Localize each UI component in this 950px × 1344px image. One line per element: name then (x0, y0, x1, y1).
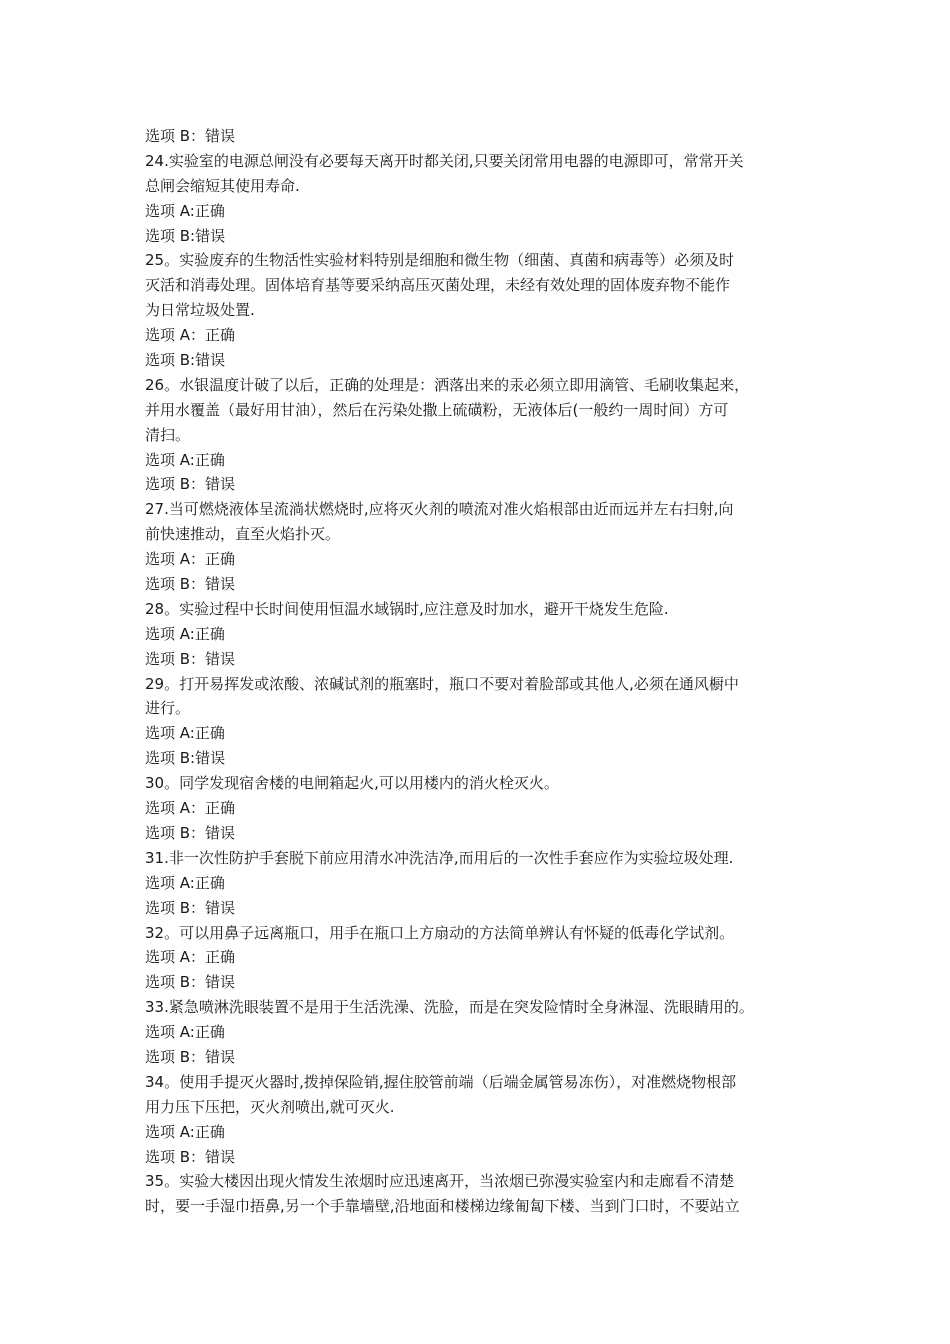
question-text-line: 总闸会缩短其使用寿命. (145, 176, 300, 195)
question-item (145, 672, 815, 772)
option-a-line: 选项 A:正确 (145, 1122, 225, 1141)
question-text-line: 26。水银温度计破了以后，正确的处理是：洒落出来的汞必须立即用滴管、毛刷收集起来， (145, 375, 750, 394)
option-a-line: 选项 A:正确 (145, 724, 225, 743)
option-a-line: 选项 A:正确 (145, 201, 225, 220)
question-text-line: 清扫。 (145, 425, 191, 444)
question-text-line: 灭活和消毒处理。固体培育基等要采纳高压灭菌处理，未经有效处理的固体废弃物不能作 (145, 276, 731, 295)
option-b-line: 选项 B：错误 (145, 823, 236, 842)
question-item (145, 1070, 815, 1170)
option-b-line: 选项 B：错误 (145, 898, 236, 917)
question-item (145, 373, 815, 497)
question-text-line: 29。打开易挥发或浓酸、浓碱试剂的瓶塞时，瓶口不要对着脸部或其他人,必须在通风橱中 (145, 674, 739, 693)
option-a-line: 选项 A：正确 (145, 326, 236, 345)
option-b-line: 选项 B：错误 (145, 127, 236, 145)
option-a-line: 选项 A：正确 (145, 799, 236, 818)
question-item (145, 597, 815, 672)
question-text-line: 前快速推动，直至火焰扑灭。 (145, 525, 341, 544)
question-list (145, 149, 815, 1170)
question-text-line: 34。使用手提灭火器时,拨掉保险销,握住胶管前端（后端金属管易冻伤），对准燃烧物根部 (145, 1072, 737, 1091)
question-item (145, 497, 815, 597)
option-b-line: 选项 B：错误 (145, 575, 236, 594)
question-text-line: 28。实验过程中长时间使用恒温水域锅时,应注意及时加水，避开干烧发生危险. (145, 599, 669, 618)
option-a-line: 选项 A:正确 (145, 1023, 225, 1042)
option-b-line: 选项 B:错误 (145, 351, 226, 370)
option-b-line: 选项 B:错误 (145, 749, 226, 768)
question-text-line: 35。实验大楼因出现火情发生浓烟时应迅速离开，当浓烟已弥漫实验室内和走廊看不清楚 (145, 1172, 735, 1191)
question-text-line: 用力压下压把，灭火剂喷出,就可灭火. (145, 1097, 395, 1116)
question-text-line: 31.非一次性防护手套脱下前应用清水冲洗洁净,而用后的一次性手套应作为实验垃圾处理. (145, 848, 734, 867)
option-b-line: 选项 B：错误 (145, 475, 236, 494)
document-page (145, 124, 815, 1219)
option-b-line: 选项 B：错误 (145, 1147, 236, 1166)
option-b-line: 选项 B：错误 (145, 649, 236, 668)
question-text-line: 并用水覆盖（最好用甘油），然后在污染处撒上硫磺粉，无液体后(一般约一周时间）方可 (145, 400, 729, 419)
question-text-line: 33.紧急喷淋洗眼装置不是用于生活洗澡、洗脸，而是在突发险情时全身淋湿、洗眼睛用的。 (145, 998, 754, 1017)
option-a-line: 选项 A：正确 (145, 550, 236, 569)
option-b-line: 选项 B：错误 (145, 973, 236, 992)
option-a-line: 选项 A：正确 (145, 948, 236, 967)
question-text-line: 25。实验废弃的生物活性实验材料特别是细胞和微生物（细菌、真菌和病毒等）必须及时 (145, 251, 735, 270)
question-item (145, 248, 815, 372)
question-item (145, 771, 815, 846)
question-item (145, 1169, 815, 1219)
question-item (145, 846, 815, 921)
question-text-line: 进行。 (145, 699, 191, 718)
option-a-line: 选项 A:正确 (145, 450, 225, 469)
question-text-line: 30。同学发现宿舍楼的电闸箱起火,可以用楼内的消火栓灭火。 (145, 774, 559, 793)
question-text-line: 32。可以用鼻子远离瓶口，用手在瓶口上方扇动的方法简单辨认有怀疑的低毒化学试剂。 (145, 923, 735, 942)
question-item (145, 995, 815, 1070)
question-text-line: 24.实验室的电源总闸没有必要每天离开时都关闭,只要关闭常用电器的电源即可，常常开关 (145, 151, 744, 170)
option-b-line: 选项 B:错误 (145, 226, 226, 245)
question-item (145, 149, 815, 249)
option-b-line: 选项 B：错误 (145, 1047, 236, 1066)
question-text-line: 27.当可燃烧液体呈流淌状燃烧时,应将灭火剂的喷流对准火焰根部由近而远并左右扫射,向 (145, 500, 734, 519)
question-text-line: 时，要一手湿巾捂鼻,另一个手靠墙壁,沿地面和楼梯边缘匍匐下楼、当到门口时，不要站立 (145, 1197, 740, 1216)
option-a-line: 选项 A:正确 (145, 873, 225, 892)
option-a-line: 选项 A:正确 (145, 624, 225, 643)
question-item (145, 921, 815, 996)
question-text-line: 为日常垃圾处置. (145, 301, 255, 320)
